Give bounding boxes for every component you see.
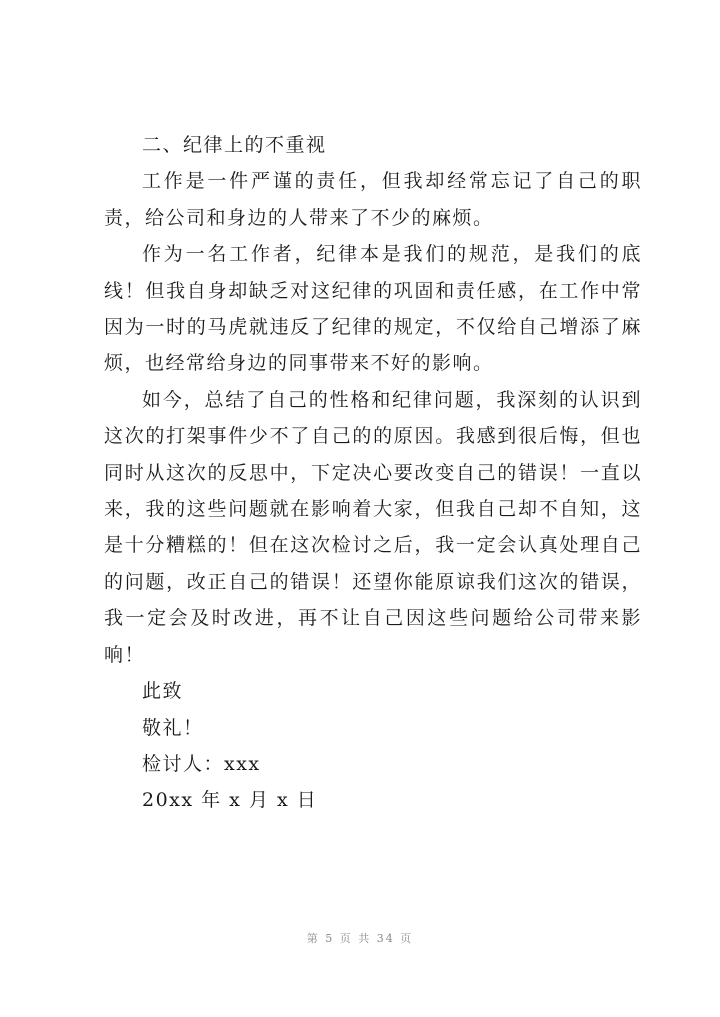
body-paragraph: 如今，总结了自己的性格和纪律问题，我深刻的认识到这次的打架事件少不了自己的的原因。我感到很后悔，但也同时从这次的反思中，下定决心要改变自己的错误！一直以来，我的这些问题就在影响着大家，但我自己却不自知，这是十分糟糕的！但在这次检讨之后，我一定会认真处理自己的问题，改正自己的错误！还望你能原谅我们这次的错误，我一定会及时改进，再不让自己因这些问题给公司带来影响！ [104,388,642,666]
closing-respect: 敬礼！ [142,716,204,739]
section-heading: 二、纪律上的不重视 [142,134,327,156]
document-body [104,127,642,819]
page-number-label: 第 5 页 共 34 页 [306,932,414,945]
signature-line: 检讨人：xxx [142,752,261,775]
body-paragraph: 工作是一件严谨的责任，但我却经常忘记了自己的职责，给公司和身边的人带来了不少的麻烦。 [104,170,642,229]
body-paragraph: 作为一名工作者，纪律本是我们的规范，是我们的底线！但我自身却缺乏对这纪律的巩固和责任感，在工作中常因为一时的马虎就违反了纪律的规定，不仅给自己增添了麻烦，也经常给身边的同事带来不好的影响。 [104,243,642,375]
page-footer [0,930,720,946]
closing-salutation: 此致 [142,680,184,703]
date-line: 20xx 年 x 月 x 日 [142,789,318,812]
